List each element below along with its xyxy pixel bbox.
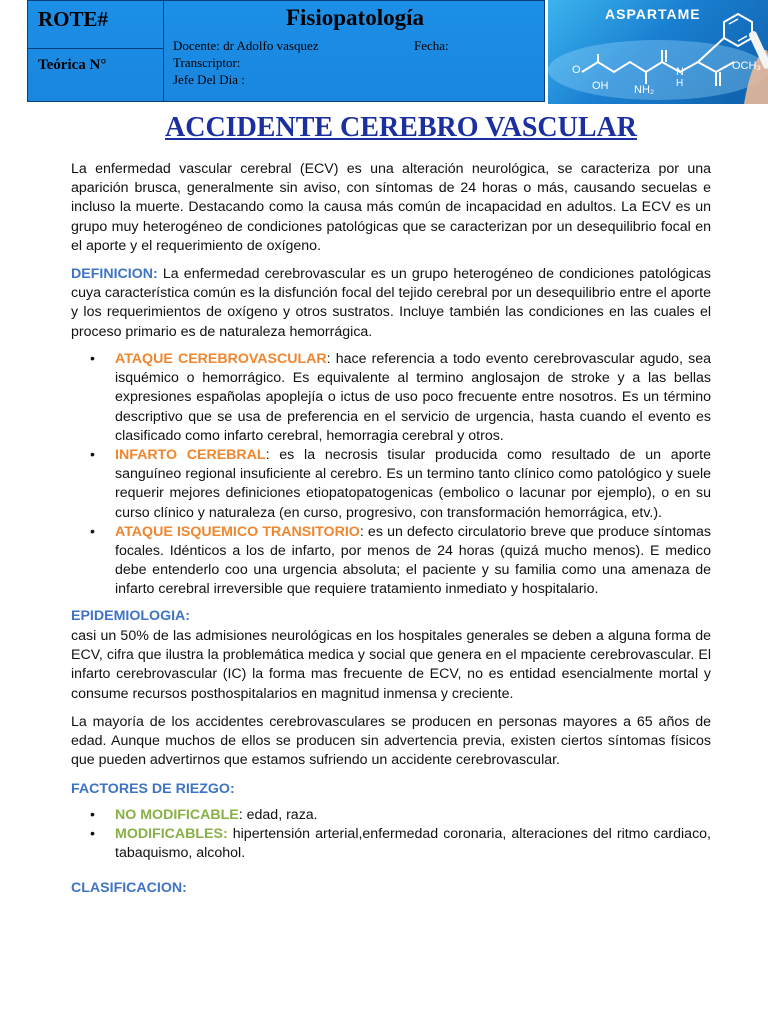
teorica-cell [28,49,164,102]
mol-oh-label: OH [592,80,609,92]
epidemiologia-heading: EPIDEMIOLOGIA: [71,608,191,624]
bullet-icon: • [90,826,95,843]
list-item [90,825,711,863]
factores-list [90,806,711,864]
docente-line: Docente: dr Adolfo vasquez [173,38,319,53]
mol-h-label: H [676,78,684,89]
terms-list [90,350,711,600]
transcriptor-line: Transcriptor: [173,55,241,70]
rote-cell [28,1,164,49]
mol-nh2-label: NH₂ [634,84,655,96]
epidemiologia-paragraph: casi un 50% de las admisiones neurológicas en los hospitales generales se deben a alguna forma de ECV, cifra que ilustra la problemática medica y social que genera en el mpaciente cerebrovascular. El infarto cerebrovascular (IC) la forma mas frecuente de ECV, no es entidad esencialmente mortal y consume recursos posthospitalarios en magnitud inmensa y creciente. [71,628,711,702]
definicion-paragraph [71,265,711,342]
list-item [90,523,711,600]
mol-n-label: N [676,66,684,78]
mol-och3-label: OCH₃ [732,60,761,72]
course-title: Fisiopatología [285,5,424,30]
jefe-line: Jefe Del Dia : [173,72,245,87]
intro-paragraph: La enfermedad vascular cerebral (ECV) es una alteración neurológica, se caracteriza por una aparición brusca, generalmente sin aviso, con síntomas de 24 horas o más, causando secuelas e incluso la muerte. Destacando como la causa más común de incapacidad en adultos. La ECV es un grupo muy heterogéneo de condiciones patológicas que se caracterizan por un desequilibrio focal en el aporte y el requerimiento de oxígeno. [71,161,711,254]
factor-label: MODIFICABLES: [115,826,228,843]
term-label: ATAQUE CEREBROVASCULAR [115,351,327,367]
term-label: INFARTO CEREBRAL [115,447,266,464]
aspartame-banner [548,0,768,104]
factores-heading: FACTORES DE RIEZGO: [71,781,235,797]
bullet-icon: • [90,447,95,464]
list-item [90,446,711,523]
aspartame-molecule-image [548,0,768,104]
mayoria-paragraph: La mayoría de los accidentes cerebrovasculares se producen en personas mayores a 65 años de edad. Aunque muchos de ellos se producen sin advertencia previa, existen ciertos síntomas físicos que pueden advertirnos que estamos sufriendo un accidente cerebrovascular. [71,714,711,769]
bullet-icon: • [90,807,95,823]
bullet-icon: • [90,351,95,367]
fecha-line: Fecha: [414,38,449,53]
document-header [27,0,545,102]
bullet-icon: • [90,523,95,540]
list-item [90,350,711,446]
term-text: : es un defecto circulatorio breve que produce síntomas focales. Idénticos a los de infarto, por menos de 24 horas (quizá mucho menos). E medico debe entenderlo coo una urgencia absoluta; el paciente y su familia como una amenaza de infarto cerebral irreversible que requiere tratamiento inmediato y hospitalario. [115,523,711,598]
definicion-label: DEFINICION: [71,266,158,282]
factor-label: NO MODIFICABLE [115,807,239,823]
teorica-label: Teórica N° [38,57,107,73]
clasificacion-heading: CLASIFICACION: [71,880,187,896]
term-label: ATAQUE ISQUEMICO TRANSITORIO [115,523,360,540]
factor-text: : edad, raza. [238,807,318,823]
factor-text: hipertensión arterial,enfermedad coronaria, alteraciones del ritmo cardiaco, tabaquismo, alcohol. [115,826,711,862]
definicion-text: La enfermedad cerebrovascular es un grupo heterogéneo de condiciones patológicas cuya característica común es la disfunción focal del tejido cerebral por un desequilibrio entre el aporte y los requerimientos de oxígeno y otros sustratos. Incluye también las condiciones en las cuales el proceso primario es de naturaleza hemorrágica. [71,266,711,340]
banner-title: ASPARTAME [605,6,701,22]
term-text: : hace referencia a todo evento cerebrovascular agudo, sea isquémico o hemorrágico. Es equivalente al termino anglosajon de stroke y a las bellas expresiones españolas apoplejía o ictus de uso poco frecuente entre nosotros. Es un término descriptivo que se usa de preferencia en el servicio de urgencia, hasta cuando el evento es clasificado como infarto cerebral, hemorragia cerebral y otros. [115,351,711,444]
mol-o-label: O [572,64,581,76]
list-item [90,806,711,825]
term-text: : es la necrosis tisular producida como resultado de un aporte sanguíneo regional insuficiente al cerebro. Es un termino tanto clínico como patológico y suele requerir mejores definiciones etiopatopatogenicas (embolico o lacunar por ejemplo), o en su curso clínico y naturaleza (en curso, progresivo, con transformación hemorrágica, etv.). [115,447,711,521]
document-title: ACCIDENTE CEREBRO VASCULAR [165,112,637,143]
rote-label: ROTE# [38,7,109,31]
